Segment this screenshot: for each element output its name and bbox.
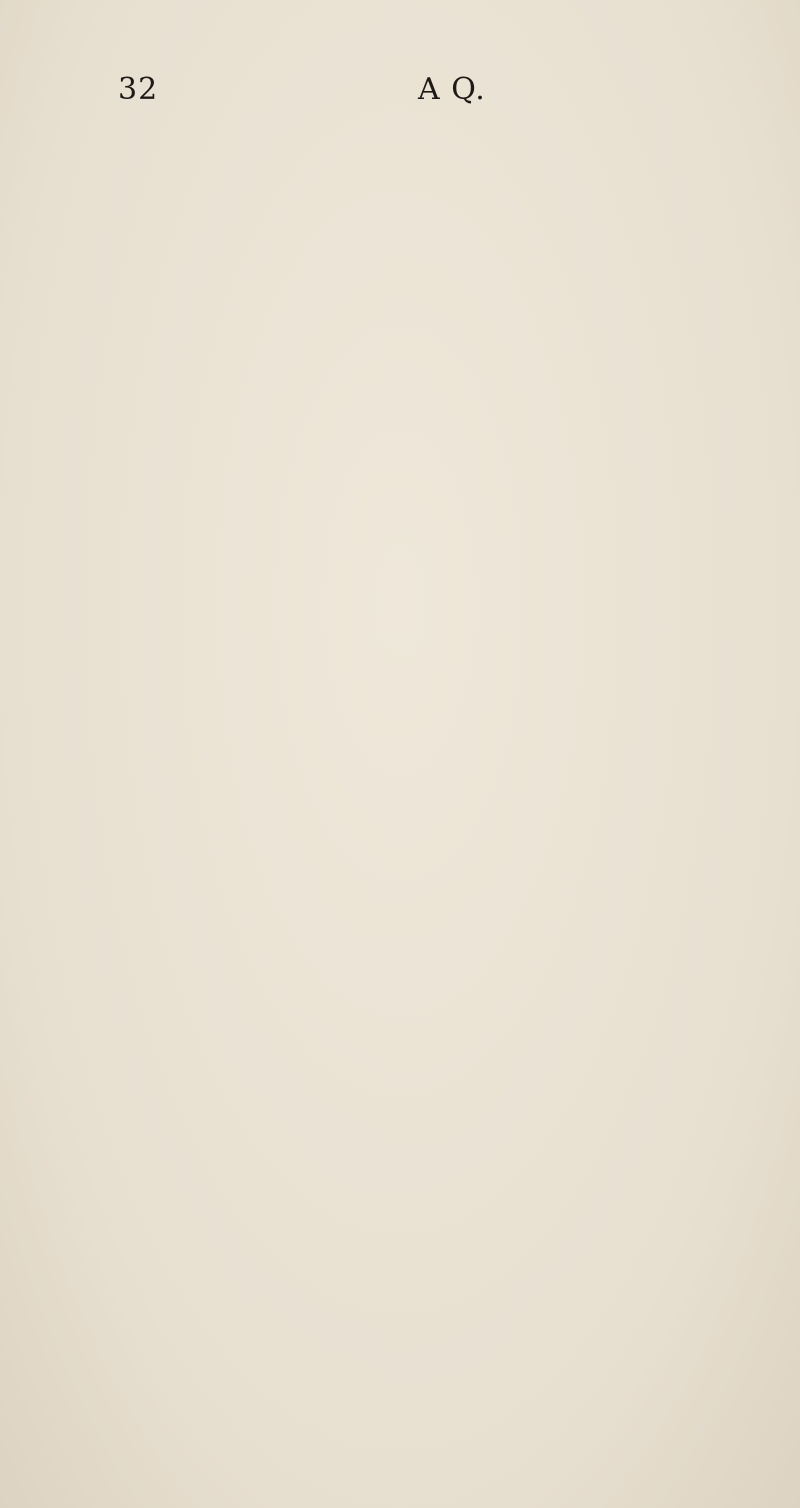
page-header (118, 72, 760, 122)
page-number: 32 (118, 72, 159, 107)
running-head-letters: A Q. (418, 72, 486, 107)
